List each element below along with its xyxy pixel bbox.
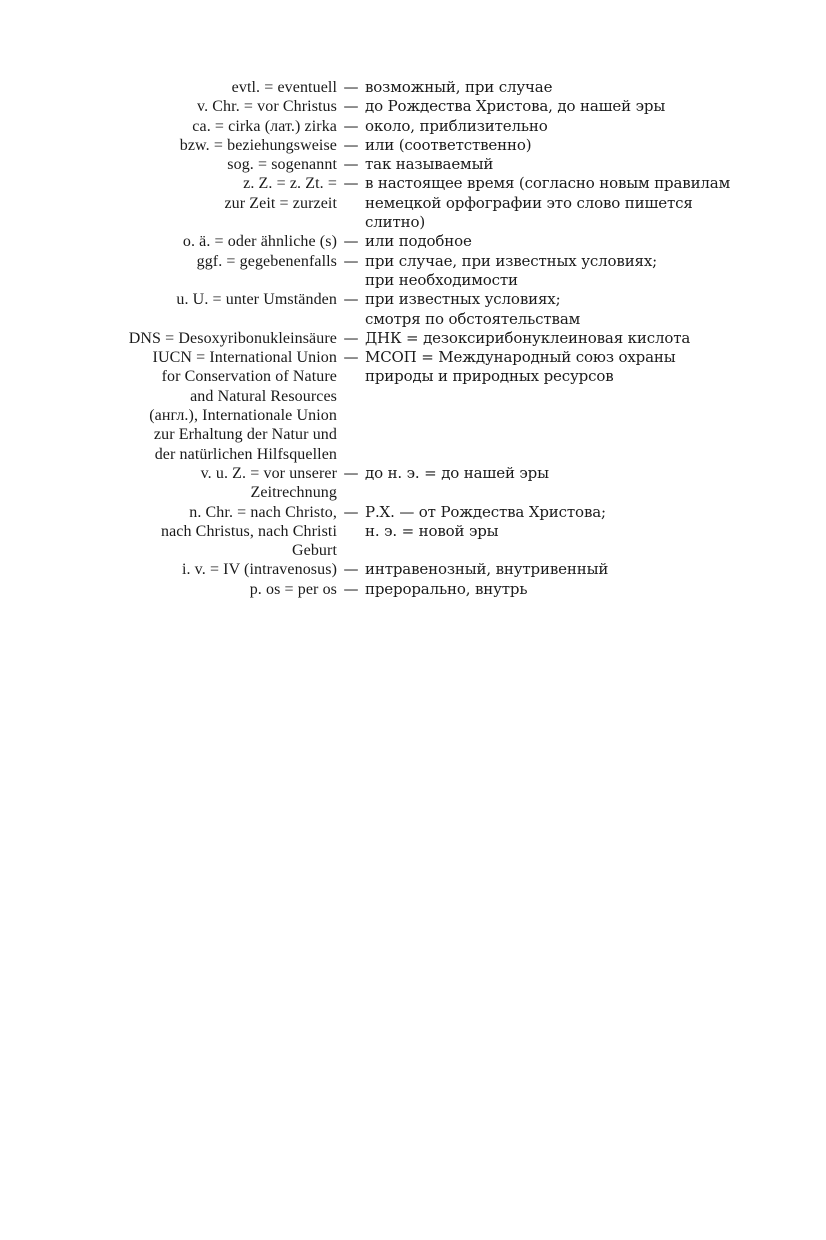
glossary-entry	[0, 252, 826, 291]
abbreviation-definition: при случае, при известных условиях; при необходимости	[365, 251, 658, 289]
abbreviation-glossary	[0, 78, 826, 599]
abbreviation-term: ca. = cirka (лат.) zirka	[192, 117, 337, 135]
abbreviation-term: IUCN = International Union for Conservation of Nature and Natural Resources (англ.), Internationale Union zur Erhaltung der Natur und der natürlichen Hilfsquellen	[149, 349, 337, 463]
glossary-entry	[0, 97, 826, 116]
glossary-entry	[0, 78, 826, 97]
em-dash-separator: —	[343, 251, 359, 270]
em-dash-separator: —	[343, 502, 359, 521]
em-dash-separator: —	[343, 290, 359, 309]
abbreviation-term: o. ä. = oder ähnliche (s)	[182, 233, 337, 251]
em-dash-separator: —	[343, 97, 359, 116]
abbreviation-definition: МСОП = Международный союз охраны природы и природных ресурсов	[365, 348, 676, 386]
glossary-entry	[0, 580, 826, 599]
glossary-entry	[0, 136, 826, 155]
abbreviation-definition: возможный, при случае	[365, 78, 553, 96]
abbreviation-term: ggf. = gegebenenfalls	[196, 252, 337, 270]
glossary-entry	[0, 560, 826, 579]
abbreviation-term: bzw. = beziehungsweise	[179, 136, 337, 154]
abbreviation-term: DNS = Desoxyribonukleinsäure	[128, 329, 337, 347]
glossary-entry	[0, 329, 826, 348]
em-dash-separator: —	[343, 579, 359, 598]
em-dash-separator: —	[343, 135, 359, 154]
glossary-entry	[0, 155, 826, 174]
abbreviation-term: n. Chr. = nach Christo, nach Christus, nach Christi Geburt	[160, 503, 337, 560]
abbreviation-term: i. v. = IV (intravenosus)	[181, 561, 337, 579]
em-dash-separator: —	[343, 232, 359, 251]
em-dash-separator: —	[343, 155, 359, 174]
abbreviation-definition: интравенозный, внутривенный	[365, 560, 609, 579]
em-dash-separator: —	[343, 328, 359, 347]
abbreviation-definition: в настоящее время (согласно новым правилам немецкой орфографии это слово пишется слитно)	[365, 174, 731, 232]
abbreviation-definition: так называемый	[365, 155, 494, 174]
abbreviation-definition: до н. э. = до нашей эры	[365, 463, 549, 482]
em-dash-separator: —	[343, 560, 359, 579]
glossary-entry	[0, 503, 826, 561]
abbreviation-term: sog. = sogenannt	[227, 156, 337, 174]
glossary-entry	[0, 290, 826, 329]
em-dash-separator: —	[343, 78, 359, 96]
abbreviation-term: v. Chr. = vor Christus	[197, 98, 337, 116]
em-dash-separator: —	[343, 174, 359, 193]
abbreviation-term: v. u. Z. = vor unserer Zeitrechnung	[200, 464, 337, 502]
abbreviation-definition: ДНК = дезоксирибонуклеиновая кислота	[365, 328, 691, 347]
em-dash-separator: —	[343, 116, 359, 135]
glossary-entry	[0, 232, 826, 251]
abbreviation-definition: Р.Х. — от Рождества Христова; н. э. = новой эры	[365, 502, 606, 540]
abbreviation-definition: или подобное	[365, 232, 472, 251]
abbreviation-term: evtl. = eventuell	[231, 79, 337, 96]
abbreviation-definition: прерорально, внутрь	[365, 579, 528, 598]
abbreviation-term: p. os = per os	[249, 580, 337, 598]
glossary-entry	[0, 348, 826, 464]
glossary-entry	[0, 174, 826, 232]
glossary-entry	[0, 464, 826, 503]
abbreviation-definition: до Рождества Христова, до нашей эры	[365, 97, 666, 116]
glossary-entry	[0, 117, 826, 136]
em-dash-separator: —	[343, 463, 359, 482]
em-dash-separator: —	[343, 348, 359, 367]
abbreviation-term: u. U. = unter Umständen	[176, 291, 337, 309]
abbreviation-definition: около, приблизительно	[365, 116, 548, 135]
abbreviation-term: z. Z. = z. Zt. = zur Zeit = zurzeit	[224, 175, 337, 212]
abbreviation-definition: при известных условиях; смотря по обстоятельствам	[365, 290, 581, 328]
abbreviation-definition: или (соответственно)	[365, 135, 532, 154]
